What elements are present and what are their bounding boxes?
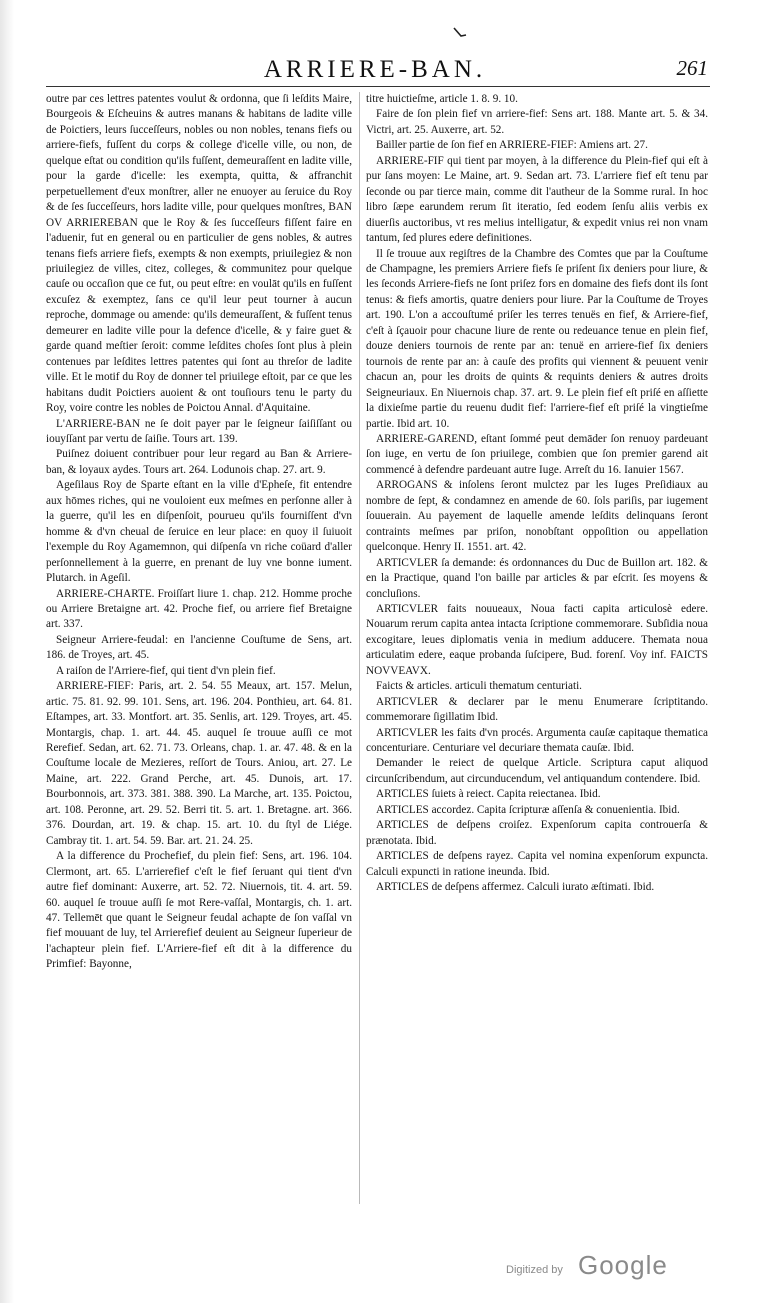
- paragraph: ARTICLES de deſpens affermez. Calculi iurato æſtimati. Ibid.: [376, 881, 655, 894]
- paragraph: ARTICLES de deſpens croiſez. Expenſorum capita controuerſa & prænotata. Ibid.: [366, 819, 708, 847]
- paragraph: outre par ces lettres patentes voulut & ordonna, que ſi leſdits Maire, Bourgeois & Eſcheuins & autres manans & habitans de ladite ville de Poictiers, leurs ſucceſſeurs, nobles ou non nobles, tenans fiefs ou arriere-fiefs, fuſſent du corps & college d'icelle ville, ou non, de quelque eſtat ou condition qu'ils fuſſent, demeuraſſent en ladite ville, pour la garde d'icelle: les exempta, quitta, & affranchit perpetuellement d'eux monſtrer, aller ne enuoyer au ſeruice du Roy & de ſes ſucceſſeurs, hors ladite ville, pour quelques monſtres, BAN OV ARRIEREBAN que le Roy & ſes ſucceſſeurs fiſſent faire en l'aduenir, fut en general ou en particulier de gens nobles, & autres tenans fiefs arriere fiefs, exempts & non exempts, priuilegiez & non priuilegiez de villes, citez, colleges, & communitez pour quelque cauſe ou occaſion que ce fut, ou peut eſtre: en voulāt qu'ils en fuſſent excuſez & exemptez, ſans ce qu'il leur peut tourner à aucun reproche, dommage ou amende: qu'ils demeuraſſent, & fuſſent tenus demeurer en ladite ville pour la defence d'icelle, & y faire guet & garde quand meſtier ſeroit: comme leſdites choſes ſont plus à plein contenues par leſdites lettres patentes qui ſont au threſor de ladite ville. Et le motif du Roy de donner tel priuilege eſtoit, par ce que les habitans dudit Poictiers auoient & ont touſiours tenu le party du Roy, voire contre les nobles de Poictou Annal. d'Aquitaine.: [46, 93, 352, 415]
- page-number: 261: [676, 56, 708, 80]
- paragraph: Il ſe trouue aux regiſtres de la Chambre des Comtes que par la Couſtume de Champagne, les premiers Arriere fiefs ſe priſent ſix deniers pour liure, & les ſeconds Arriere-fiefs ne ſont priſez fors en domaine des fiefs dont ils ſont tenus: & fiefs amortis, quatre deniers pour liure. Par la Couſtume de Troyes art. 190. L'on a accouſtumé priſer les terres tenuës en fief, & Arriere-fief, c'eſt à ſçauoir pour chacune liure de rente ou redeuance tenue en plein fief, douze deniers tournois de rente par an: tenuë en arriere-fief ſix deniers tournois de rente par an: à cauſe des profits qui viennent & peuuent venir chacun an, pour les droits de quints & requints deniers & autres droits Seigneuriaux. En Niuernois chap. 37. art. 9. Le plein fief eſt priſé en aſſiette la dixieſme partie du reuenu dudit fief: l'arriere-fief eſt priſé la vingtieſme partie. Ibid art. 10.: [366, 247, 708, 430]
- paragraph: ARTICVLER ſa demande: és ordonnances du Duc de Buillon art. 182. & en la Practique, quand l'on baille par articles & par eſcrit. ſes moyens & concluſions.: [366, 556, 708, 600]
- column-divider: [359, 92, 360, 1204]
- digitized-by-label: Digitized by: [506, 1264, 563, 1276]
- paragraph: titre huictieſme, article 1. 8. 9. 10.: [366, 93, 518, 105]
- paragraph: Puiſnez doiuent contribuer pour leur regard au Ban & Arriere-ban, & loyaux aydes. Tours art. 264. Lodunois chap. 27. art. 9.: [46, 448, 352, 476]
- google-logo: Google: [578, 1250, 668, 1280]
- paragraph: ARTICLES accordez. Capita ſcripturæ aſſenſa & conuenientia. Ibid.: [376, 803, 680, 816]
- paragraph: ARRIERE-FIEF: Paris, art. 2. 54. 55 Meaux, art. 157. Melun, artic. 75. 81. 92. 99. 101. Sens, art. 196. 204. Ponthieu, art. 64. 81. Eſtampes, art. 33. Montfort. art. 35. Senlis, art. 129. Troyes, art. 45. Montargis, chap. 1. art. 44. 45. auquel ſe trouue auſſi ce mot Rerefief. Sedan, art. 62. 71. 73. Orleans, chap. 1. ar. 47. 48. & en la Couſtume locale de Mezieres, reſſort de Tours. Aniou, art. 27. Le Maine, art. 222. Grand Perche, art. 45. Dunois, art. 17. Bourbonnois, art. 373. 381. 388. 390. La Marche, art. 135. Poictou, art. 108. Peronne, art. 29. 52. Berri tit. 5. art. 1. Bretagne. art. 366. 376. Dourdan, art. 19. & chap. 15. art. 10. du ſtyl de Liége. Cambray tit. 1. art. 54. 59. Bar. art. 21. 24. 25.: [46, 680, 352, 847]
- left-column: [46, 92, 352, 973]
- paragraph: ARRIERE-CHARTE. Froiſſart liure 1. chap. 212. Homme proche ou Arriere Bretaigne art. 42. Proche fief, ou arriere fief Bretaigne art. 337.: [46, 587, 352, 631]
- paragraph: A raiſon de l'Arriere-fief, qui tient d'vn plein fief.: [56, 664, 276, 677]
- running-head: ARRIERE-BAN.: [263, 56, 487, 83]
- paragraph: Demander le reiect de quelque Article. Scriptura caput aliquod circunſcribendum, aut circunducendum, vel antiquandum contendere. Ibid.: [366, 757, 708, 785]
- paragraph: L'ARRIERE-BAN ne ſe doit payer par le ſeigneur ſaiſiſſant ou iouyſſant par vertu de ſaiſie. Tours art. 139.: [46, 417, 352, 445]
- paragraph: A la difference du Prochefief, du plein fief: Sens, art. 196. 104. Clermont, art. 65. L'arrierefief c'eſt le fief ſeruant qui tient d'vn autre fief dominant: Auxerre, art. 52. 72. Niuernois, tit. 4. art. 59. 60. auquel ſe trouue auſſi ſe mot Rere-vaſſal, Montargis, ch. 1. art. 47. Tellemēt que quant le Seigneur feudal achapte de ſon vaſſal vn fief mouuant de luy, tel Arrierefief deuient au Seigneur ſuperieur de l'achapteur plein fief. L'Arriere-fief eſt dit à la difference du Primfief: Bayonne,: [46, 850, 352, 971]
- paragraph: Bailler partie de ſon fief en ARRIERE-FIEF: Amiens art. 27.: [376, 139, 648, 152]
- header-rule: [46, 86, 710, 87]
- right-column: [366, 92, 708, 896]
- paragraph: ARTICLES ſuiets à reiect. Capita reiectanea. Ibid.: [376, 788, 601, 801]
- digitized-by-watermark: [506, 1250, 706, 1284]
- paragraph: ARRIERE-FIF qui tient par moyen, à la difference du Plein-fief qui eſt à pur ſans moyen: Le Maine, art. 9. Sedan art. 73. L'arriere fief eſt tenu par ſeconde ou par tierce main, comme dit l'autheur de la Somme rural. In hoc libro ſæpe earundem rerum ſit iteratio, ſed eodem ſenſu aliis verbis ex diuerſis auctoribus, vt res melius intelligatur, & expedit vnius rei non vnam tantum, ſed plures edere definitiones.: [366, 154, 708, 245]
- ink-mark-icon: [452, 26, 468, 42]
- paragraph: ARROGANS & inſolens ſeront mulctez par les Iuges Preſidiaux au nombre de ſept, & condamnez en amende de 60. ſols pariſis, par iugement ſouuerain. Au payement de laquelle amende leſdits delinquans ſeront contraints meſmes par priſon, nonobſtant oppoſition ou appellation quelconque. Henry II. 1551. art. 42.: [366, 479, 708, 554]
- paragraph: ARTICLES de deſpens rayez. Capita vel nomina expenſorum expuncta. Calculi expuncti in ratione ineunda. Ibid.: [366, 850, 708, 878]
- page-fold-shadow: [0, 0, 14, 1303]
- paragraph: ARTICVLER & declarer par le menu Enumerare ſcriptitando. commemorare ſigillatim Ibid.: [366, 695, 708, 724]
- paragraph: ARTICVLER faits nouueaux, Noua facti capita articulosè edere. Nouarum rerum capita antea intacta ſcriptione commemorare. Subſidia noua excogitare, leues diplomatis venia in medium adducere. Themata noua articulatim edere, eaque probanda ſuſcipere, Bud. forenſ. Voy inf. FAICTS NOVVEAVX.: [366, 602, 708, 677]
- paragraph: ARTICVLER les faits d'vn procés. Argumenta cauſæ capitaque thematica concenturiare. Centuriare vel decuriare themata cauſæ. Ibid.: [366, 726, 708, 755]
- paragraph: Faire de ſon plein fief vn arriere-fief: Sens art. 188. Mante art. 5. & 34. Victri, art. 25. Auxerre, art. 52.: [366, 108, 708, 136]
- paragraph: Ageſilaus Roy de Sparte eſtant en la ville d'Epheſe, fit entendre aux hōmes riches, qui ne vouloient eux meſmes en perſonne aller à la guerre, qu'il les en diſpenſoit, pourueu qu'ils fourniſſent d'vn homme & d'vn cheual de ſeruice en leur place: en quoy il ſuiuoit l'exemple du Roy Agamemnon, qui diſpenſa vn riche coüard d'aller perſonnellement à la guerre, en prenant de luy vne bonne iument. Plutarch. in Ageſil.: [46, 479, 352, 585]
- paragraph: ARRIERE-GAREND, eſtant ſommé peut demāder ſon renuoy pardeuant ſon iuge, en vertu de ſon priuilege, combien que ſon premier garend ait commencé à defendre pardeuant autre Iuge. Arreſt du 16. Ianuier 1567.: [366, 432, 708, 476]
- paragraph: Faicts & articles. articuli thematum centuriati.: [376, 680, 582, 693]
- paragraph: Seigneur Arriere-feudal: en l'ancienne Couſtume de Sens, art. 186. de Troyes, art. 45.: [46, 633, 352, 662]
